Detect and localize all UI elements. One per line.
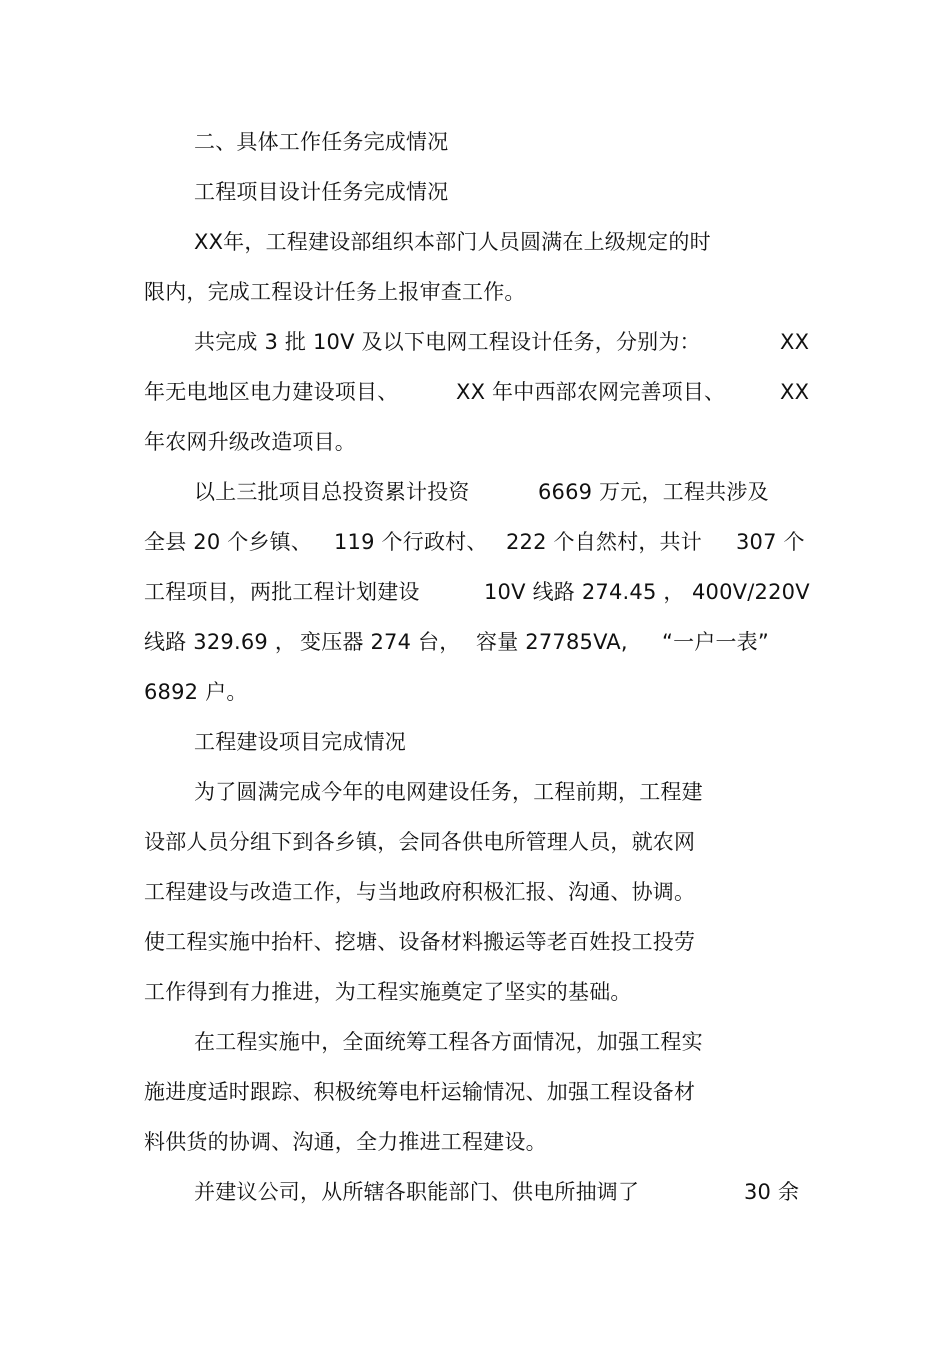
paragraph-line: 年无电地区电力建设项目、	[144, 380, 399, 404]
paragraph-line-fragment: 10V 线路 274.45 ，	[484, 580, 685, 604]
paragraph-line-fragment: 307 个	[736, 530, 805, 554]
paragraph-line-fragment: 容量 27785VA,	[476, 630, 628, 654]
paragraph-line-fragment: 30 余	[744, 1180, 800, 1204]
paragraph-line-fragment: 变压器 274 台，	[300, 630, 461, 654]
paragraph-line-fragment: “一户一表”	[662, 630, 769, 654]
paragraph-line: 线路 329.69 ，	[144, 630, 297, 654]
paragraph-line: 年农网升级改造项目。	[144, 430, 356, 454]
paragraph-line: 并建议公司，从所辖各职能部门、供电所抽调了	[194, 1180, 640, 1204]
paragraph-line-fragment: XX 年中西部农网完善项目、	[456, 380, 726, 404]
paragraph-line-fragment: 119 个行政村、	[334, 530, 488, 554]
paragraph-line-fragment: 222 个自然村，共计	[506, 530, 702, 554]
subsection-heading-construction: 工程建设项目完成情况	[194, 730, 406, 754]
paragraph-line-fragment: XX	[780, 380, 810, 404]
paragraph-line: 为了圆满完成今年的电网建设任务，工程前期，工程建	[194, 780, 703, 804]
paragraph-line: 共完成 3 批 10V 及以下电网工程设计任务，分别为：	[194, 330, 701, 354]
subsection-heading-design: 工程项目设计任务完成情况	[194, 180, 449, 204]
paragraph-line: 设部人员分组下到各乡镇，会同各供电所管理人员，就农网	[144, 830, 696, 854]
paragraph-line: XX年，工程建设部组织本部门人员圆满在上级规定的时	[194, 230, 711, 254]
section-heading: 二、具体工作任务完成情况	[194, 130, 449, 154]
paragraph-line: 使工程实施中抬杆、挖塘、设备材料搬运等老百姓投工投劳	[144, 930, 696, 954]
paragraph-line: 工程项目，两批工程计划建设	[144, 580, 420, 604]
paragraph-line: 工作得到有力推进，为工程实施奠定了坚实的基础。	[144, 980, 632, 1004]
paragraph-line: 全县 20 个乡镇、	[144, 530, 313, 554]
paragraph-line: 料供货的协调、沟通，全力推进工程建设。	[144, 1130, 547, 1154]
paragraph-line: 工程建设与改造工作，与当地政府积极汇报、沟通、协调。	[144, 880, 696, 904]
paragraph-line: 以上三批项目总投资累计投资	[194, 480, 470, 504]
paragraph-line: 限内，完成工程设计任务上报审查工作。	[144, 280, 526, 304]
paragraph-line-fragment: XX	[780, 330, 810, 354]
paragraph-line: 在工程实施中，全面统筹工程各方面情况，加强工程实	[194, 1030, 703, 1054]
paragraph-line: 6892 户。	[144, 680, 248, 704]
paragraph-line-fragment: 6669 万元，工程共涉及	[538, 480, 769, 504]
paragraph-line-fragment: 400V/220V	[692, 580, 810, 604]
paragraph-line: 施进度适时跟踪、积极统筹电杆运输情况、加强工程设备材	[144, 1080, 696, 1104]
